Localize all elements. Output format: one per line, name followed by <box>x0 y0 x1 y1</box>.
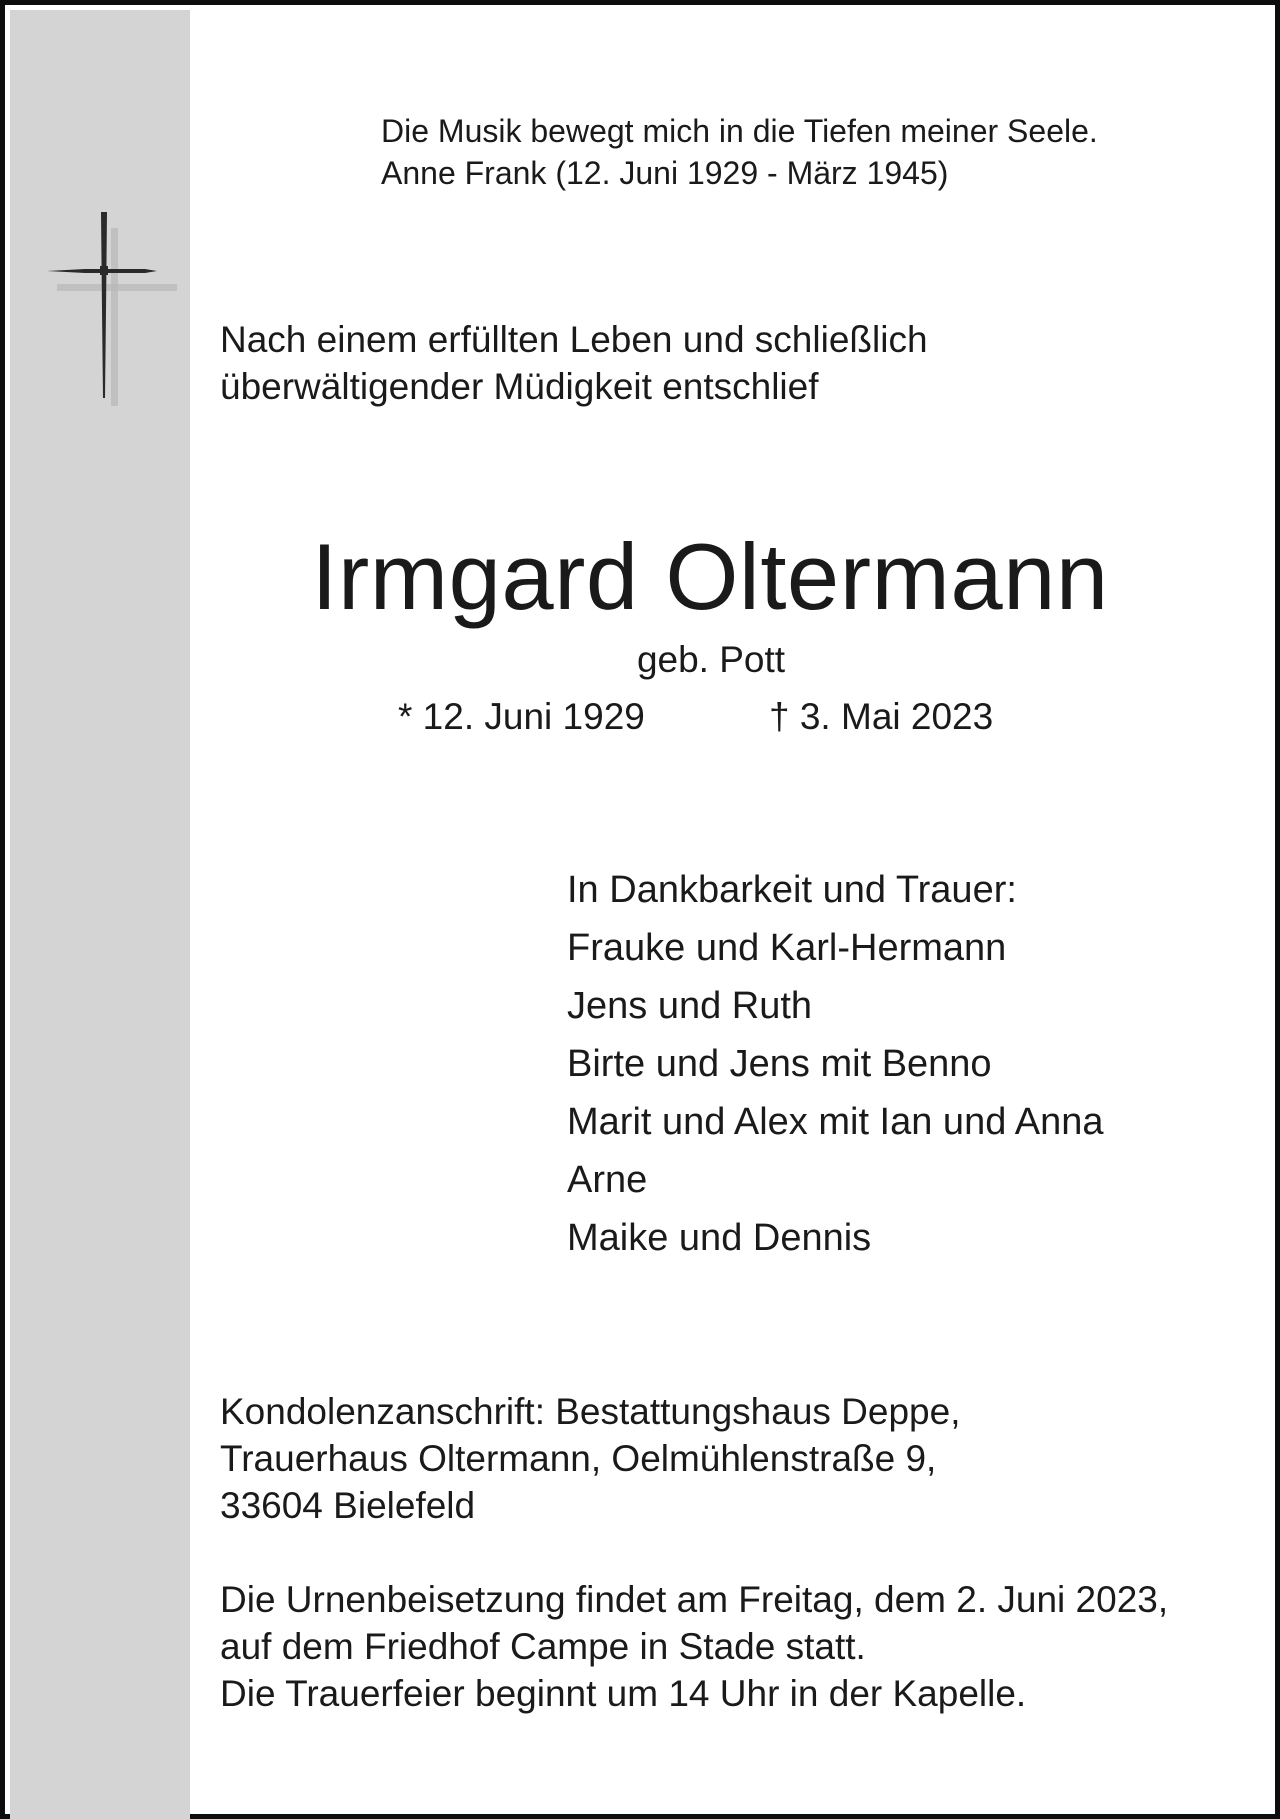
quote-line-2: Anne Frank (12. Juni 1929 - März 1945) <box>381 155 949 191</box>
condolence-line-3: 33604 Bielefeld <box>220 1485 476 1526</box>
maiden-name: geb. Pott <box>636 639 786 680</box>
ceremony-line-1: Die Urnenbeisetzung findet am Freitag, dem 2. Juni 2023, <box>220 1579 1169 1620</box>
birth-date: * 12. Juni 1929 <box>398 696 645 737</box>
mourners-heading: In Dankbarkeit und Trauer: <box>567 869 1017 911</box>
cross-icon <box>45 210 180 410</box>
mourner-name: Maike und Dennis <box>567 1217 872 1259</box>
mourner-name: Marit und Alex mit Ian und Anna <box>567 1101 1104 1143</box>
mourner-name: Frauke und Karl-Hermann <box>567 927 1007 969</box>
condolence-line-1: Kondolenzanschrift: Bestattungshaus Deppe, <box>220 1391 961 1432</box>
intro-line-1: Nach einem erfüllten Leben und schließlich <box>220 319 928 360</box>
death-date: † 3. Mai 2023 <box>769 696 994 737</box>
quote-line-1: Die Musik bewegt mich in die Tiefen meiner Seele. <box>381 113 1098 149</box>
intro-line-2: überwältigender Müdigkeit entschlief <box>220 366 819 407</box>
ceremony-line-2: auf dem Friedhof Campe in Stade statt. <box>220 1626 866 1667</box>
mourner-name: Birte und Jens mit Benno <box>567 1043 992 1085</box>
condolence-line-2: Trauerhaus Oltermann, Oelmühlenstraße 9, <box>220 1438 937 1479</box>
deceased-name: Irmgard Oltermann <box>311 524 1109 629</box>
mourner-name: Arne <box>567 1159 648 1201</box>
ceremony-line-3: Die Trauerfeier beginnt um 14 Uhr in der Kapelle. <box>220 1673 1027 1714</box>
mourner-name: Jens und Ruth <box>567 985 813 1027</box>
